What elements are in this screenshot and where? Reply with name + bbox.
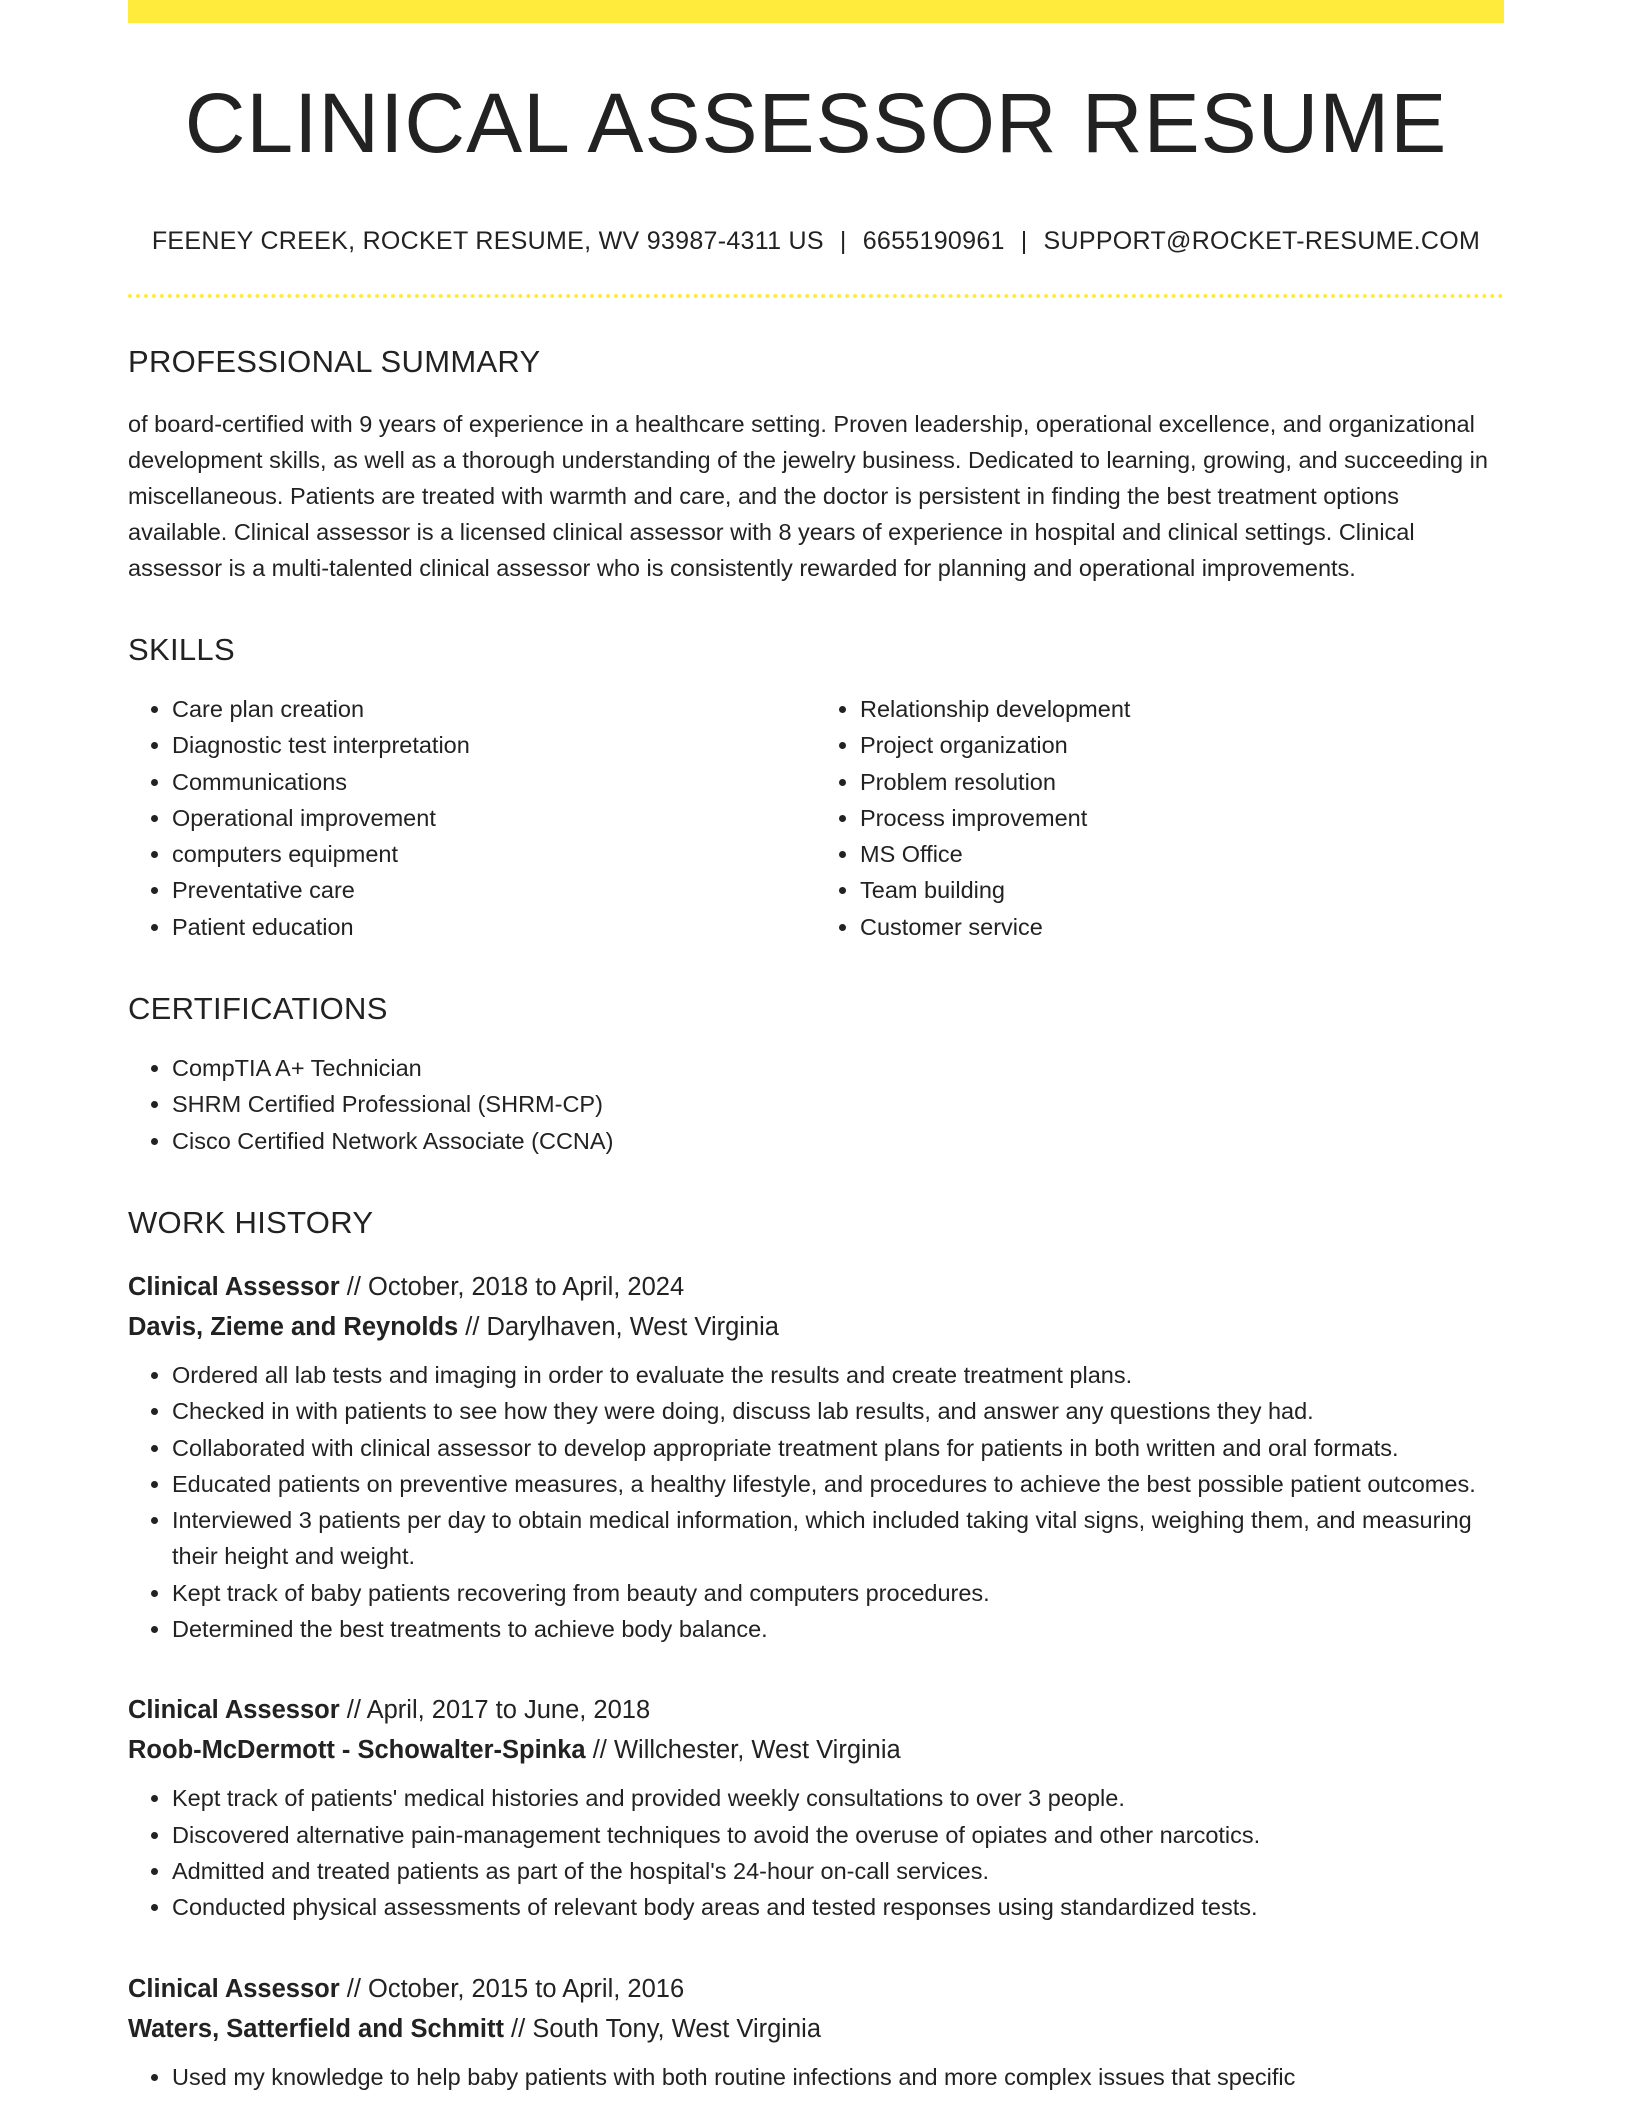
job-bullet: • Determined the best treatments to achieve body balance. — [172, 1611, 1504, 1647]
job-separator: // — [339, 1974, 369, 2003]
header-divider — [128, 294, 1504, 298]
skill-item: • Care plan creation — [172, 691, 816, 727]
skill-item: • Relationship development — [860, 691, 1504, 727]
skill-item: • MS Office — [860, 836, 1504, 872]
job-bullet: • Checked in with patients to see how they were doing, discuss lab results, and answer any questions they had. — [172, 1393, 1504, 1429]
email: SUPPORT@ROCKET-RESUME.COM — [1043, 227, 1481, 255]
certification-item: • CompTIA A+ Technician — [172, 1050, 1504, 1086]
contact-line — [128, 227, 1504, 256]
job-separator: // — [339, 1696, 367, 1725]
skill-item: • Preventative care — [172, 872, 816, 908]
certifications-heading: CERTIFICATIONS — [128, 991, 388, 1027]
certifications-list — [128, 1050, 1504, 1159]
job-company-line — [128, 1730, 1504, 1770]
job-company: Davis, Zieme and Reynolds — [128, 1312, 459, 1341]
skills-grid — [128, 691, 1504, 945]
skill-item: • Communications — [172, 764, 816, 800]
skill-item: • Customer service — [860, 909, 1504, 945]
job-location: Darylhaven, West Virginia — [486, 1312, 779, 1341]
job-separator: // — [503, 2014, 533, 2043]
contact-separator: | — [839, 227, 847, 255]
job-bullet: • Educated patients on preventive measures, a healthy lifestyle, and procedures to achieve the best possible patient outcomes. — [172, 1466, 1504, 1502]
skill-item: • Team building — [860, 872, 1504, 908]
job-entry — [128, 1267, 1504, 1647]
job-separator: // — [339, 1272, 369, 1301]
job-separator: // — [458, 1312, 487, 1341]
skill-item: • Problem resolution — [860, 764, 1504, 800]
job-title: Clinical Assessor — [128, 1272, 340, 1301]
job-title: Clinical Assessor — [128, 1974, 340, 2003]
job-company: Roob-McDermott - Schowalter-Spinka — [128, 1736, 586, 1765]
certifications-section — [128, 991, 1504, 1159]
job-bullet: • Interviewed 3 patients per day to obtain medical information, which included taking vital signs, weighing them, and measuring their height and weight. — [172, 1502, 1504, 1575]
phone: 6655190961 — [862, 227, 1005, 255]
job-bullet: • Collaborated with clinical assessor to develop appropriate treatment plans for patients in both written and oral formats. — [172, 1430, 1504, 1466]
skill-item: • computers equipment — [172, 836, 816, 872]
job-bullet: • Discovered alternative pain-management techniques to avoid the overuse of opiates and other narcotics. — [172, 1817, 1504, 1853]
job-location: Willchester, West Virginia — [613, 1736, 901, 1765]
certification-item: • Cisco Certified Network Associate (CCNA) — [172, 1123, 1504, 1159]
job-title: Clinical Assessor — [128, 1696, 340, 1725]
summary-text: of board-certified with 9 years of experience in a healthcare setting. Proven leadership, operational excellence, and organizational development skills, as well as a thorough understanding of the jewelry business. Dedicated to learning, growing, and succeeding in miscellaneous. Patients are treated with warmth and care, and the doctor is persistent in finding the best treatment options available. Clinical assessor is a licensed clinical assessor with 8 years of experience in hospital and clinical settings. Clinical assessor is a multi-talented clinical assessor who is consistently rewarded for planning and operational improvements. — [128, 411, 1488, 581]
job-title-line — [128, 1690, 1504, 1730]
page-title: CLINICAL ASSESSOR RESUME — [184, 76, 1448, 170]
job-bullets — [128, 2059, 1504, 2095]
job-bullet: • Admitted and treated patients as part of the hospital's 24-hour on-call services. — [172, 1853, 1504, 1889]
address: FEENEY CREEK, ROCKET RESUME, WV 93987-4311 US — [151, 227, 824, 255]
resume-page — [128, 0, 1504, 2095]
job-title-line — [128, 1969, 1504, 2009]
summary-heading: PROFESSIONAL SUMMARY — [128, 344, 541, 379]
job-dates: October, 2015 to April, 2016 — [368, 1974, 685, 2003]
skill-item: • Patient education — [172, 909, 816, 945]
job-bullet: • Used my knowledge to help baby patients with both routine infections and more complex issues that specific — [172, 2059, 1504, 2095]
skills-list-left — [128, 691, 816, 945]
job-dates: April, 2017 to June, 2018 — [366, 1696, 651, 1725]
skill-item: • Diagnostic test interpretation — [172, 727, 816, 763]
job-location: South Tony, West Virginia — [532, 2014, 822, 2043]
job-bullets — [128, 1780, 1504, 1925]
certification-item: • SHRM Certified Professional (SHRM-CP) — [172, 1086, 1504, 1122]
skills-heading: SKILLS — [128, 632, 235, 667]
job-company-line — [128, 2009, 1504, 2049]
skills-section — [128, 632, 1504, 945]
job-bullets — [128, 1357, 1504, 1647]
skills-list-right — [816, 691, 1504, 945]
skill-item: • Project organization — [860, 727, 1504, 763]
job-bullet: • Kept track of baby patients recovering from beauty and computers procedures. — [172, 1575, 1504, 1611]
summary-section — [128, 344, 1504, 586]
skill-item: • Operational improvement — [172, 800, 816, 836]
job-title-line — [128, 1267, 1504, 1307]
contact-separator: | — [1020, 227, 1028, 255]
skill-item: • Process improvement — [860, 800, 1504, 836]
job-bullet: • Kept track of patients' medical histories and provided weekly consultations to over 3 people. — [172, 1780, 1504, 1816]
work-history-heading: WORK HISTORY — [128, 1204, 374, 1240]
job-entry — [128, 1969, 1504, 2095]
top-accent-bar — [128, 0, 1504, 23]
job-company-line — [128, 1307, 1504, 1347]
job-company: Waters, Satterfield and Schmitt — [128, 2014, 504, 2043]
work-history-section — [128, 1205, 1504, 2095]
job-entry — [128, 1690, 1504, 1925]
job-bullet: • Ordered all lab tests and imaging in order to evaluate the results and create treatment plans. — [172, 1357, 1504, 1393]
job-separator: // — [585, 1736, 614, 1765]
job-bullet: • Conducted physical assessments of relevant body areas and tested responses using standardized tests. — [172, 1889, 1504, 1925]
job-dates: October, 2018 to April, 2024 — [368, 1272, 685, 1301]
